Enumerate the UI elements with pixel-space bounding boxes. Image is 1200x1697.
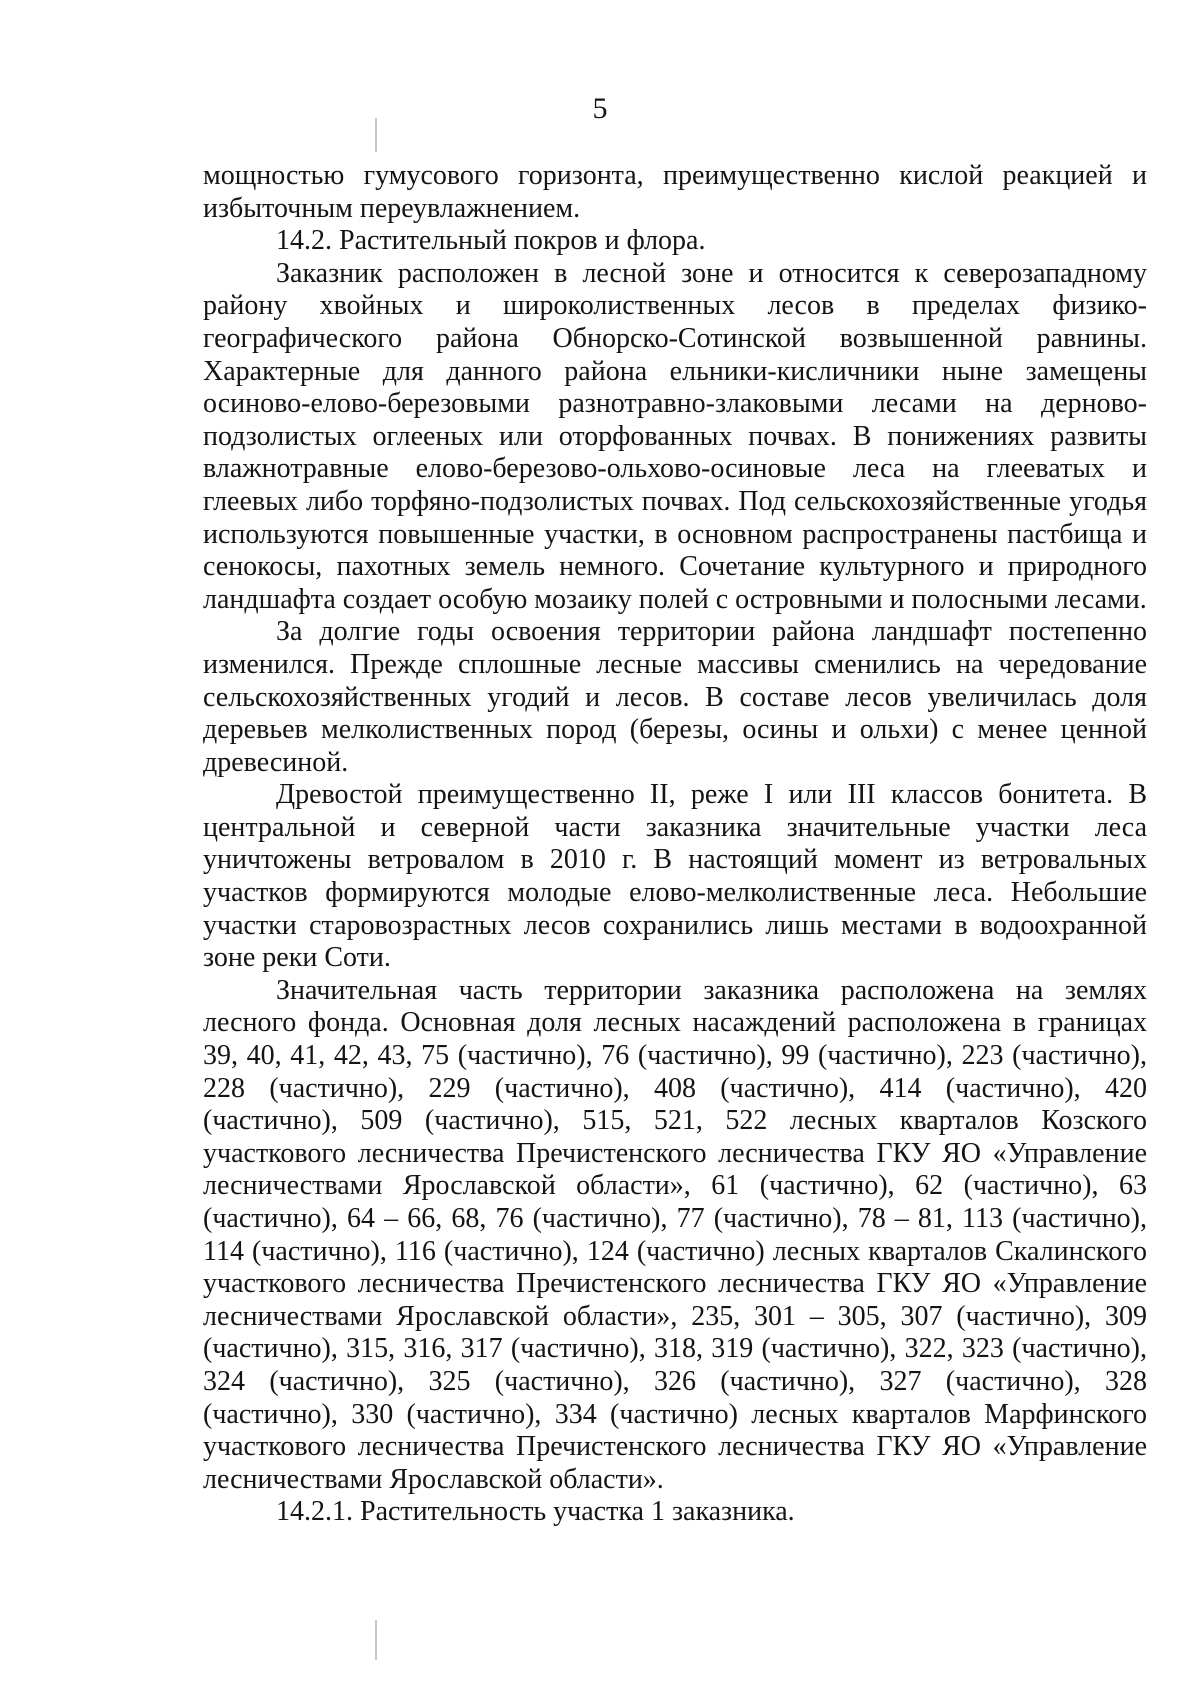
paragraph-forest-fund-quarters: Значительная часть территории заказника расположена на землях лесного фонда. Основная доля лесных насаждений расположена в границах 39, 40, 41, 42, 43, 75 (частично), 76 (частично), 99 (частично), 223 (частично), 228 (частично), 229 (частично), 408 (частично), 414 (частично), 420 (частично), 509 (частично), 515, 521, 522 лесных кварталов Козского участкового лесничества Пречистенского лесничества ГКУ ЯО «Управление лесничествами Ярославской области», 61 (частично), 62 (частично), 63 (частично), 64 – 66, 68, 76 (частично), 77 (частично), 78 – 81, 113 (частично), 114 (частично), 116 (частично), 124 (частично) лесных кварталов Скалинского участкового лесничества Пречистенского лесничества ГКУ ЯО «Управление лесничествами Ярославской области», 235, 301 – 305, 307 (частично), 309 (частично), 315, 316, 317 (частично), 318, 319 (частично), 322, 323 (частично), 324 (частично), 325 (частично), 326 (частично), 327 (частично), 328 (частично), 330 (частично), 334 (частично) лесных кварталов Марфинского участкового лесничества Пречистенского лесничества ГКУ ЯО «Управление лесничествами Ярославской области».	[203, 974, 1147, 1495]
paragraph-reserve-location: Заказник расположен в лесной зоне и относится к северозападному району хвойных и широколиственных лесов в пределах физико-географического района Обнорско-Сотинской возвышенной равнины. Характерные для данного района ельники-кисличники ныне замещены осиново-елово-березовыми разнотравно-злаковыми лесами на дерново-подзолистых оглееных или оторфованных почвах. В понижениях развиты влажнотравные елово-березово-ольхово-осиновые леса на глееватых и глеевых либо торфяно-подзолистых почвах. Под сельскохозяйственные угодья используются повышенные участки, в основном распространены пастбища и сенокосы, пахотных земель немного. Сочетание культурного и природного ландшафта создает особую мозаику полей с островными и полосными лесами.	[203, 257, 1147, 615]
section-heading-site-1-vegetation: 14.2.1. Растительность участка 1 заказника.	[276, 1496, 795, 1528]
paragraph-forest-stand: Древостой преимущественно II, реже I или III классов бонитета. В центральной и северной части заказника значительные участки леса уничтожены ветровалом в 2010 г. В настоящий момент из ветровальных участков формируются молодые елово-мелколиственные леса. Небольшие участки старовозрастных лесов сохранились лишь местами в водоохранной зоне реки Соти.	[203, 779, 1147, 974]
scan-artifact-line	[375, 1620, 377, 1660]
paragraph-landscape-change: За долгие годы освоения территории района ландшафт постепенно изменился. Прежде сплошные лесные массивы сменились на чередование сельскохозяйственных угодий и лесов. В составе лесов увеличилась доля деревьев мелколиственных пород (березы, осины и ольхи) с менее ценной древесиной.	[203, 616, 1147, 778]
page-number: 5	[592, 92, 608, 125]
paragraph-soil-continuation: мощностью гумусового горизонта, преимущественно кислой реакцией и избыточным переувлажнением.	[203, 160, 1147, 224]
section-heading-vegetation-flora: 14.2. Растительный покров и флора.	[276, 225, 706, 257]
document-body	[203, 160, 1147, 1529]
